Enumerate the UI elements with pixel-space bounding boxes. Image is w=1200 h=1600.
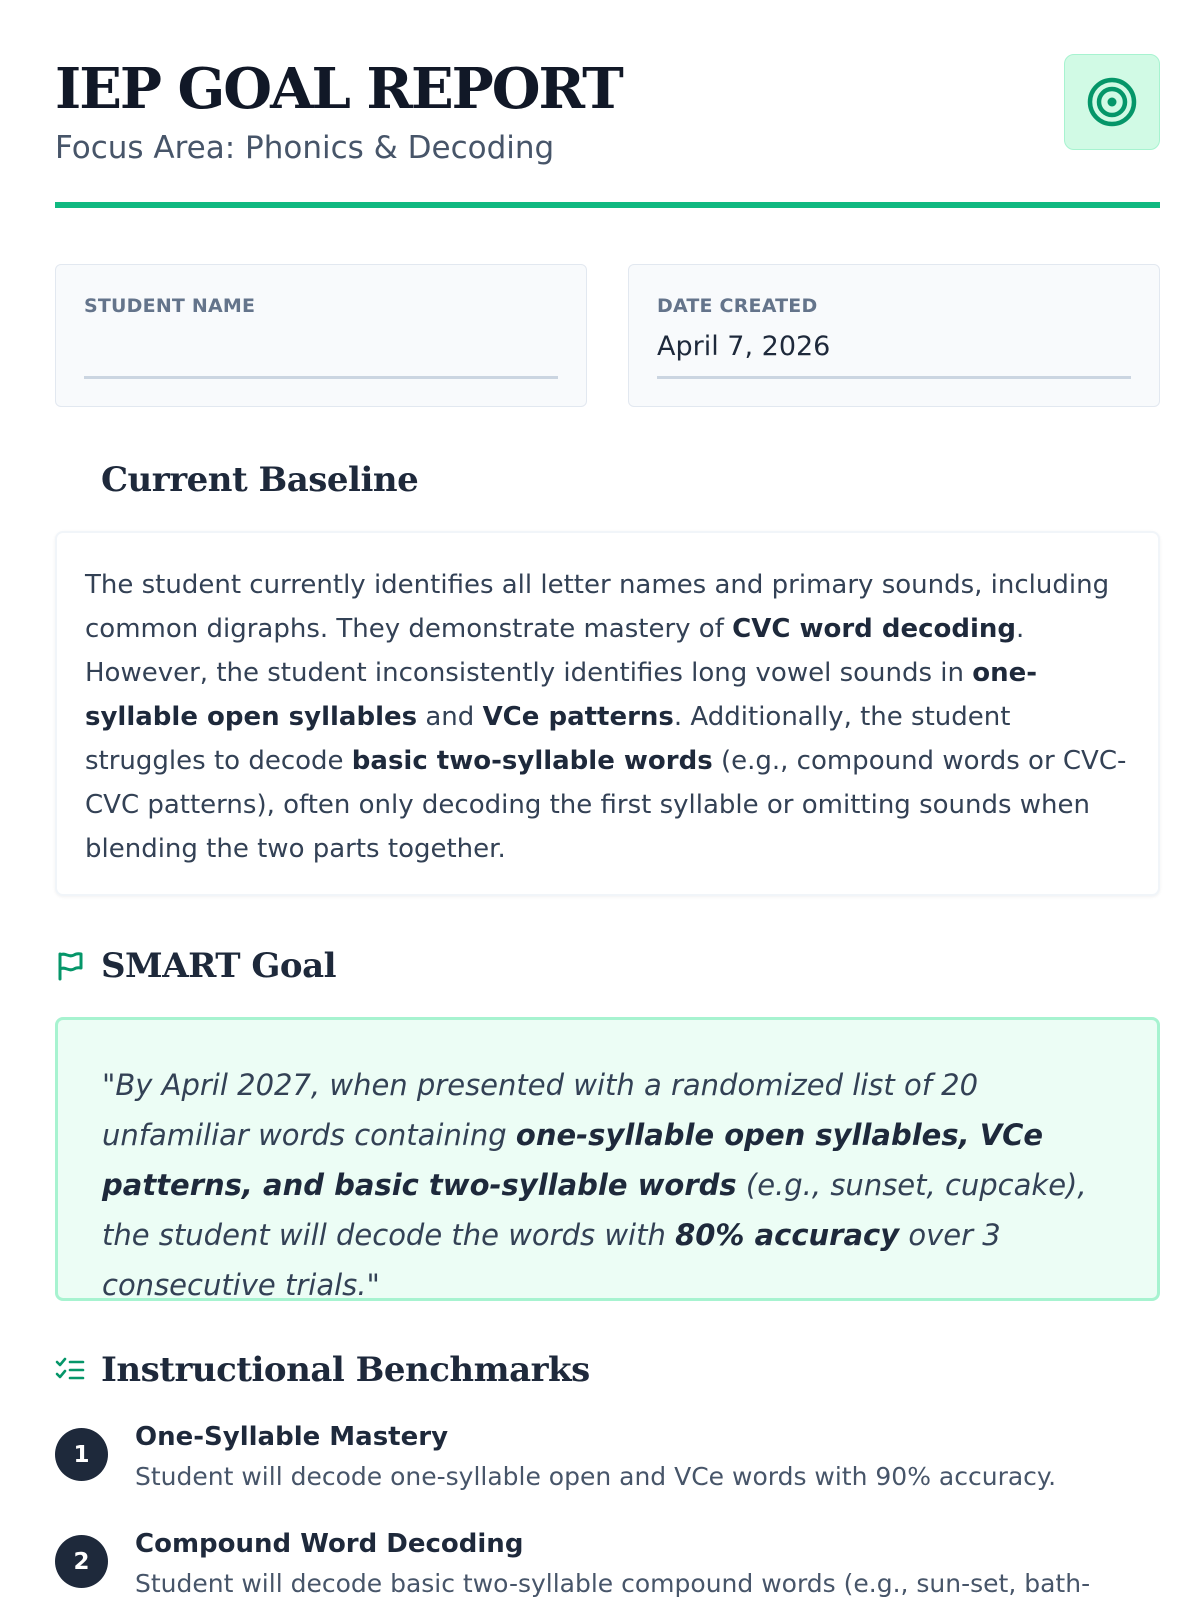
flag-icon <box>55 951 85 981</box>
date-created-underline <box>657 376 1131 379</box>
body-text: "By April 2027, when presented with a randomized list of 20 unfamiliar words containing <box>102 1068 979 1152</box>
student-name-underline <box>84 376 558 379</box>
baseline-heading: Current Baseline <box>101 460 419 500</box>
emphasis-text: VCe patterns <box>482 702 674 732</box>
date-created-card <box>628 264 1160 407</box>
smart-goal-card <box>55 1017 1160 1301</box>
emphasis-text: CVC word decoding <box>732 614 1016 644</box>
body-text: (e.g., sunset, cupcake), the student will decode the words with <box>102 1168 1087 1252</box>
student-name-label: STUDENT NAME <box>84 295 256 317</box>
emphasis-text: one-syllable open syllables <box>85 658 1038 732</box>
emphasis-text: basic two-syllable words <box>351 746 713 776</box>
baseline-section-header <box>55 460 418 500</box>
target-icon <box>1085 75 1139 129</box>
benchmarks-section-header <box>55 1350 590 1390</box>
benchmarks-heading: Instructional Benchmarks <box>101 1350 590 1390</box>
baseline-card <box>55 531 1160 896</box>
body-text: . Additionally, the student struggles to decode <box>85 702 1011 776</box>
benchmark-description: Student will decode one-syllable open and VCe words with 90% accuracy. <box>135 1462 1057 1491</box>
body-text: The student currently identifies all letter names and primary sounds, including common digraphs. They demonstrate mastery of <box>85 570 1110 644</box>
baseline-text <box>85 563 1130 871</box>
checklist-icon <box>55 1355 85 1385</box>
smart-goal-heading: SMART Goal <box>101 946 337 986</box>
page-title: IEP GOAL REPORT <box>55 56 622 122</box>
date-created-value: April 7, 2026 <box>657 331 831 362</box>
date-created-label: DATE CREATED <box>657 295 818 317</box>
emphasis-text: one-syllable open syllables, VCe patterns, and basic two-syllable words <box>102 1118 1044 1202</box>
benchmark-number-badge: 2 <box>55 1535 108 1588</box>
student-name-card <box>55 264 587 407</box>
body-text: and <box>417 702 483 732</box>
body-text: . However, the student inconsistently identifies long vowel sounds in <box>85 614 1025 688</box>
benchmark-title: Compound Word Decoding <box>135 1529 524 1559</box>
target-icon-badge <box>1064 54 1160 150</box>
body-text: (e.g., compound words or CVC-CVC patterns), often only decoding the first syllable or omitting sounds when blending the two parts together. <box>85 746 1127 864</box>
benchmark-title: One-Syllable Mastery <box>135 1422 449 1452</box>
benchmark-number-badge: 1 <box>55 1428 108 1481</box>
benchmark-description: Student will decode basic two-syllable compound words (e.g., sun-set, bath- <box>135 1569 1091 1598</box>
body-text: over 3 consecutive trials." <box>102 1218 1001 1302</box>
header-divider <box>55 202 1160 208</box>
focus-area-subtitle: Focus Area: Phonics & Decoding <box>55 130 555 166</box>
report-header <box>55 48 1160 208</box>
emphasis-text: 80% accuracy <box>675 1218 900 1252</box>
smart-goal-section-header <box>55 946 336 986</box>
smart-goal-text <box>102 1060 1113 1310</box>
